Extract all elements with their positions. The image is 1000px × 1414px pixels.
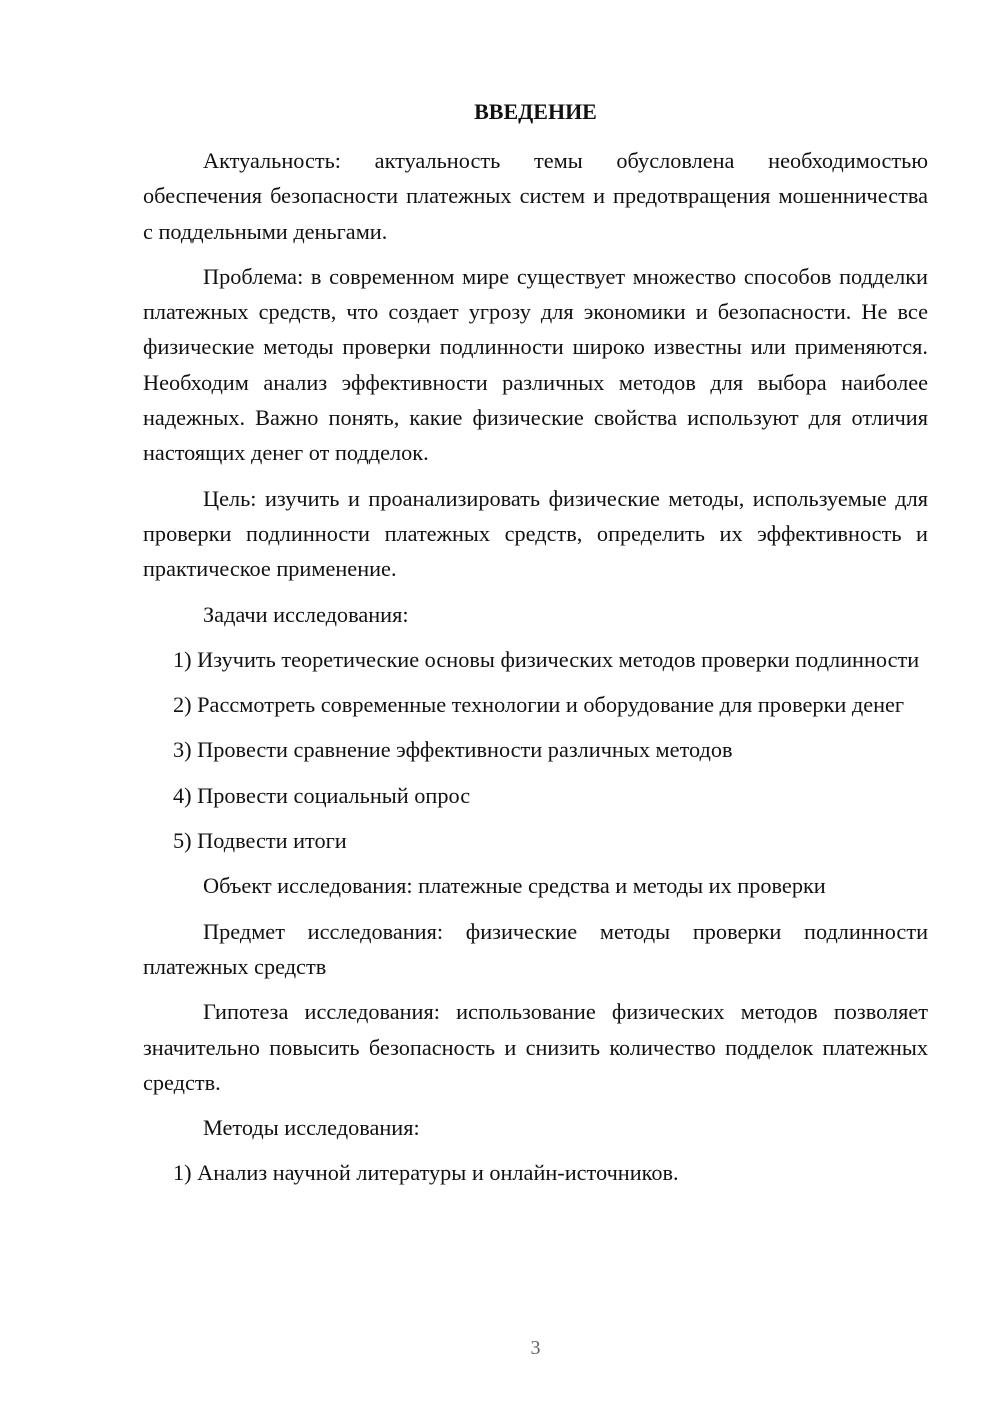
task-item-3: 3) Провести сравнение эффективности различных методов <box>173 737 733 763</box>
page-title: ВВЕДЕНИЕ <box>474 99 597 124</box>
page-number: 3 <box>530 1337 541 1359</box>
subject-paragraph: Предмет исследования: физические методы проверки подлинности платежных средств <box>143 918 928 979</box>
methods-heading: Методы исследования: <box>203 1115 420 1141</box>
task-item-1: 1) Изучить теоретические основы физических методов проверки подлинности <box>173 646 920 672</box>
tasks-heading: Задачи исследования: <box>203 601 409 627</box>
task-item-5: 5) Подвести итоги <box>173 828 347 854</box>
task-item-4: 4) Провести социальный опрос <box>173 782 471 808</box>
object-paragraph: Объект исследования: платежные средства и методы их проверки <box>203 873 826 899</box>
method-item-1: 1) Анализ научной литературы и онлайн-источников. <box>173 1160 679 1186</box>
hypothesis-paragraph: Гипотеза исследования: использование физических методов позволяет значительно повысить безопасность и снизить количество подделок платежных средств. <box>143 999 928 1095</box>
task-item-2: 2) Рассмотреть современные технологии и оборудование для проверки денег <box>173 692 905 718</box>
goal-paragraph: Цель: изучить и проанализировать физические методы, используемые для проверки подлинности платежных средств, определить их эффективность и практическое применение. <box>143 485 928 582</box>
relevance-paragraph: Актуальность: актуальность темы обусловлена необходимостью обеспечения безопасности платежных систем и предотвращения мошенничества с поддельными деньгами. <box>143 148 928 244</box>
document-page <box>143 0 928 1414</box>
document-body <box>143 143 928 1201</box>
problem-paragraph: Проблема: в современном мире существует множество способов подделки платежных средств, что создает угрозу для экономики и безопасности. Не все физические методы проверки подлинности широко известны или применяются. Необходим анализ эффективности различных методов для выбора наиболее надежных. Важно понять, какие физические свойства используют для отличия настоящих денег от подделок. <box>143 263 928 466</box>
